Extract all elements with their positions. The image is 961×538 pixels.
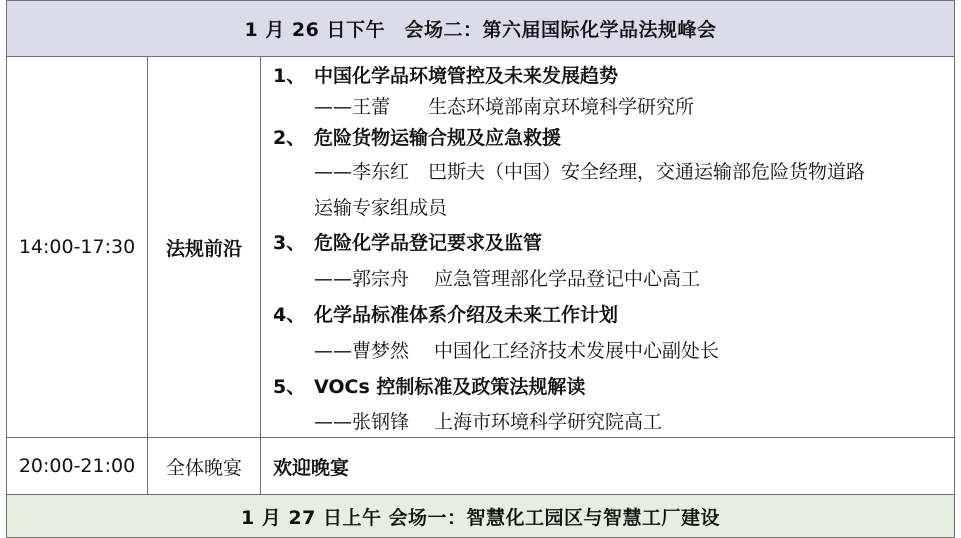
talk-title: 化学品标准体系介绍及未来工作计划 — [314, 304, 619, 326]
talk-number: 5、 — [273, 376, 306, 398]
talk-1-speaker: ——王蕾 生态环境部南京环境科学研究所 — [314, 96, 695, 118]
talk-5-title-line — [261, 372, 954, 398]
topic-cell-evening: 全体晚宴 — [147, 437, 261, 495]
talk-title: VOCs 控制标准及政策法规解读 — [314, 376, 586, 398]
talk-title: 危险化学品登记要求及监管 — [314, 232, 543, 254]
talk-2-title-line — [261, 123, 954, 149]
evening-event: 欢迎晚宴 — [260, 437, 955, 495]
agenda-table — [6, 0, 955, 535]
talk-title: 中国化学品环境管控及未来发展趋势 — [314, 65, 619, 87]
time-cell-afternoon: 14:00-17:30 — [6, 56, 148, 438]
talk-number: 3、 — [273, 232, 306, 254]
talks-cell — [260, 56, 955, 438]
talk-1-title-line — [261, 61, 954, 87]
talk-3-speaker: ——郭宗舟 应急管理部化学品登记中心高工 — [314, 268, 701, 290]
talk-3-title-line — [261, 228, 954, 254]
talk-5-speaker: ——张钢锋 上海市环境科学研究院高工 — [314, 411, 663, 433]
talk-number: 1、 — [273, 65, 306, 87]
talk-2-speaker-continued: 运输专家组成员 — [314, 197, 448, 219]
talk-number: 2、 — [273, 127, 306, 149]
session-header: 1 月 26 日下午 会场二：第六届国际化学品法规峰会 — [6, 0, 955, 57]
talk-4-speaker: ——曹梦然 中国化工经济技术发展中心副处长 — [314, 340, 720, 362]
time-cell-evening: 20:00-21:00 — [6, 437, 148, 495]
talk-4-title-line — [261, 300, 954, 326]
topic-cell-afternoon: 法规前沿 — [147, 56, 261, 438]
next-session-header: 1 月 27 日上午 会场一：智慧化工园区与智慧工厂建设 — [6, 494, 955, 538]
talk-2-speaker: ——李东红 巴斯夫（中国）安全经理，交通运输部危险货物道路 — [314, 161, 866, 183]
talk-number: 4、 — [273, 304, 306, 326]
talk-title: 危险货物运输合规及应急救援 — [314, 127, 562, 149]
